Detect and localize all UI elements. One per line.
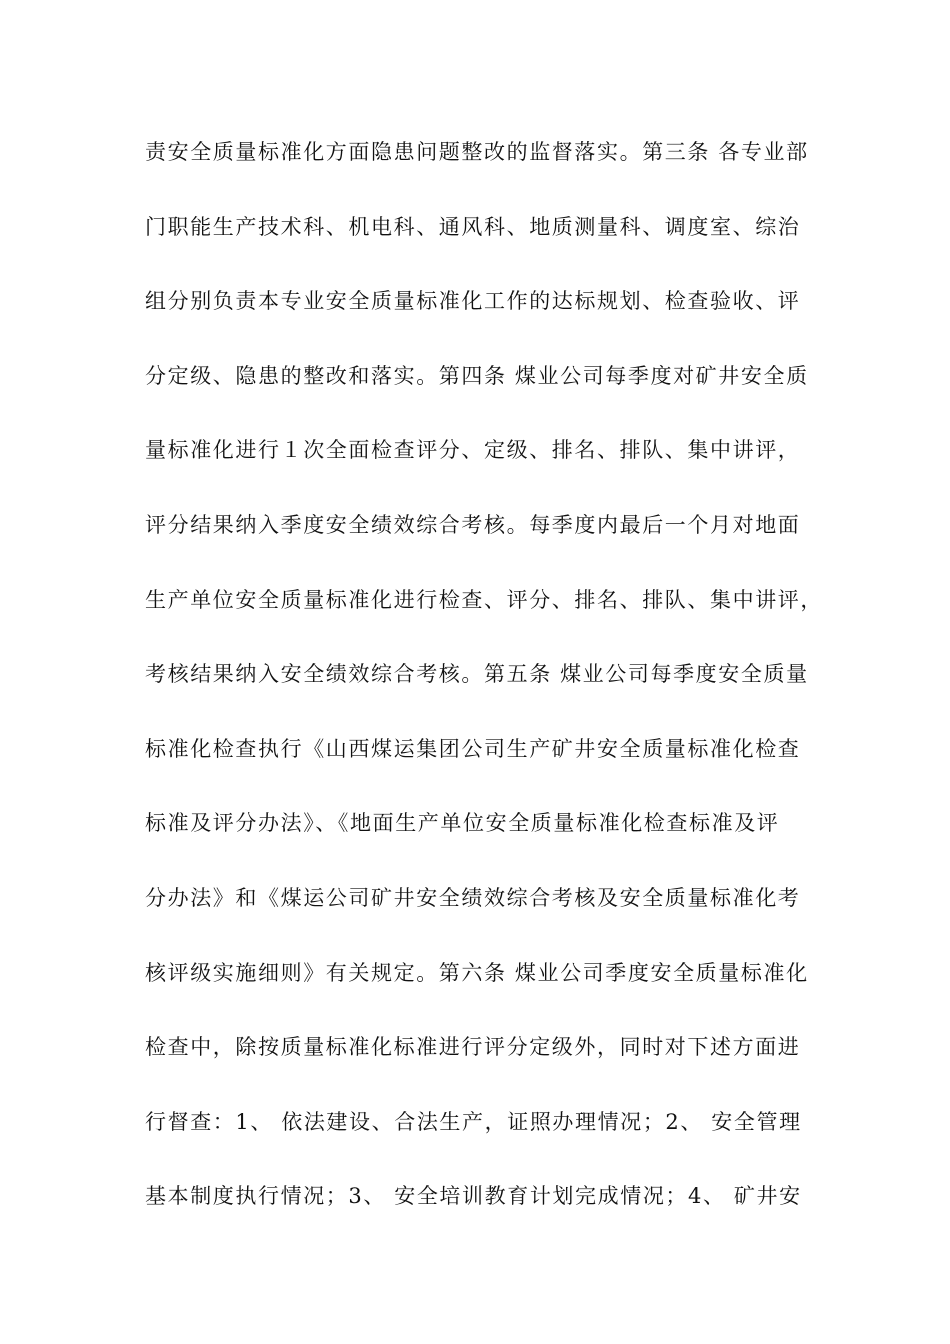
text-line: 标准及评分办法》、《地面生产单位安全质量标准化检查标准及评 — [145, 811, 780, 836]
text-line: 基本制度执行情况；3、 安全培训教育计划完成情况；4、 矿井安 — [145, 1184, 802, 1209]
text-line: 评分结果纳入季度安全绩效综合考核。每季度内最后一个月对地面 — [145, 512, 801, 537]
text-line: 核评级实施细则》有关规定。第六条 煤业公司季度安全质量标准化 — [145, 960, 809, 985]
text-line: 门职能生产技术科、机电科、通风科、地质测量科、调度室、综治 — [145, 214, 801, 239]
text-line: 组分别负责本专业安全质量标准化工作的达标规划、检查验收、评 — [145, 289, 801, 314]
text-line: 标准化检查执行《山西煤运集团公司生产矿井安全质量标准化检查 — [145, 736, 801, 761]
text-line: 行督查：1、 依法建设、合法生产，证照办理情况；2、 安全管理 — [145, 1109, 802, 1134]
text-line: 量标准化进行１次全面检查评分、定级、排名、排队、集中讲评， — [145, 438, 801, 463]
text-line: 检查中，除按质量标准化标准进行评分定级外，同时对下述方面进 — [145, 1035, 801, 1060]
text-line: 考核结果纳入安全绩效综合考核。第五条 煤业公司每季度安全质量 — [145, 662, 809, 687]
text-line: 分办法》和《煤运公司矿井安全绩效综合考核及安全质量标准化考 — [145, 885, 801, 910]
body-text — [145, 136, 825, 1255]
text-line: 生产单位安全质量标准化进行检查、评分、排名、排队、集中讲评， — [145, 587, 823, 612]
text-line: 责安全质量标准化方面隐患问题整改的监督落实。第三条 各专业部 — [145, 140, 809, 164]
text-line: 分定级、隐患的整改和落实。第四条 煤业公司每季度对矿井安全质 — [145, 363, 809, 388]
